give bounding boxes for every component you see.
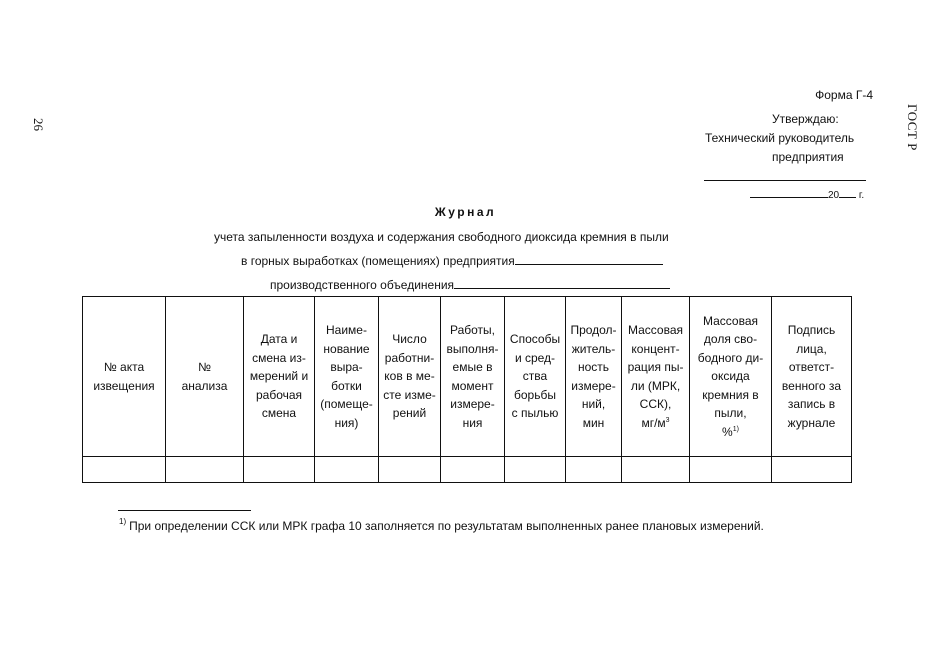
subtitle-line-2	[241, 254, 663, 268]
footnote-text: При определении ССК или МРК графа 10 заполняется по результатам выполненных ранее плановых измерений.	[129, 519, 764, 533]
subtitle-line-3	[270, 278, 670, 292]
enterprise-blank	[515, 254, 663, 265]
col-header-duration: Продол- житель- ность измере- ний, мин	[566, 297, 622, 457]
table-cell[interactable]	[622, 457, 690, 483]
association-blank	[454, 278, 670, 289]
mass-concentration-text: Массовая концент- рация пы- ли (МРК, ССК), мг/м	[627, 323, 684, 430]
year-blank	[839, 188, 856, 198]
silica-footnote-marker: 1)	[732, 425, 739, 433]
approval-date	[750, 188, 864, 201]
unit-superscript: 3	[665, 416, 670, 424]
silica-fraction-text: Массовая доля сво- бодного ди- оксида кремния в пыли, %	[697, 313, 764, 439]
footnote-divider	[118, 510, 251, 511]
table-cell[interactable]	[441, 457, 505, 483]
side-standard-header: ГОСТ Р	[905, 104, 920, 151]
table-cell[interactable]	[772, 457, 852, 483]
table-cell[interactable]	[505, 457, 566, 483]
page-number: 26	[31, 118, 46, 131]
approval-line-3: предприятия	[772, 150, 844, 164]
col-header-mass-concentration	[622, 297, 690, 457]
table-row	[83, 457, 852, 483]
footnote	[119, 519, 764, 533]
table-cell[interactable]	[690, 457, 772, 483]
date-blank	[750, 188, 828, 198]
subtitle-line-1: учета запыленности воздуха и содержания свободного диоксида кремния в пыли	[214, 230, 669, 244]
date-century: 20	[828, 190, 840, 201]
table-cell[interactable]	[566, 457, 622, 483]
subtitle-line-2-text: в горных выработках (помещениях) предприятия	[241, 254, 515, 268]
table-cell[interactable]	[379, 457, 441, 483]
footnote-marker: 1)	[119, 517, 127, 526]
table-header-row	[83, 297, 852, 457]
col-header-works-performed: Работы, выполня- емые в момент измере- ния	[441, 297, 505, 457]
approval-line-1: Утверждаю:	[772, 112, 839, 126]
col-header-act-number: № акта извещения	[83, 297, 166, 457]
subtitle-line-3-text: производственного объединения	[270, 278, 455, 292]
journal-title: Журнал	[434, 205, 497, 219]
col-header-working-name: Наиме- нование выра- ботки (помеще- ния)	[315, 297, 379, 457]
journal-table	[82, 296, 852, 483]
col-header-signature: Подпись лица, ответст- венного за запись в журнале	[772, 297, 852, 457]
col-header-silica-fraction	[690, 297, 772, 457]
approval-line-2: Технический руководитель	[705, 131, 855, 145]
table-cell[interactable]	[83, 457, 166, 483]
form-label: Форма Г-4	[815, 88, 873, 102]
signature-line	[704, 180, 866, 181]
col-header-dust-control: Способы и сред- ства борьбы с пылью	[505, 297, 566, 457]
table-cell[interactable]	[315, 457, 379, 483]
table-cell[interactable]	[244, 457, 315, 483]
journal-title-row	[0, 205, 935, 219]
col-header-analysis-number: № анализа	[166, 297, 244, 457]
col-header-workers-count: Число работни- ков в ме- сте изме- рений	[379, 297, 441, 457]
table-cell[interactable]	[166, 457, 244, 483]
col-header-date-shift: Дата и смена из- мерений и рабочая смена	[244, 297, 315, 457]
year-label: г.	[858, 190, 865, 201]
